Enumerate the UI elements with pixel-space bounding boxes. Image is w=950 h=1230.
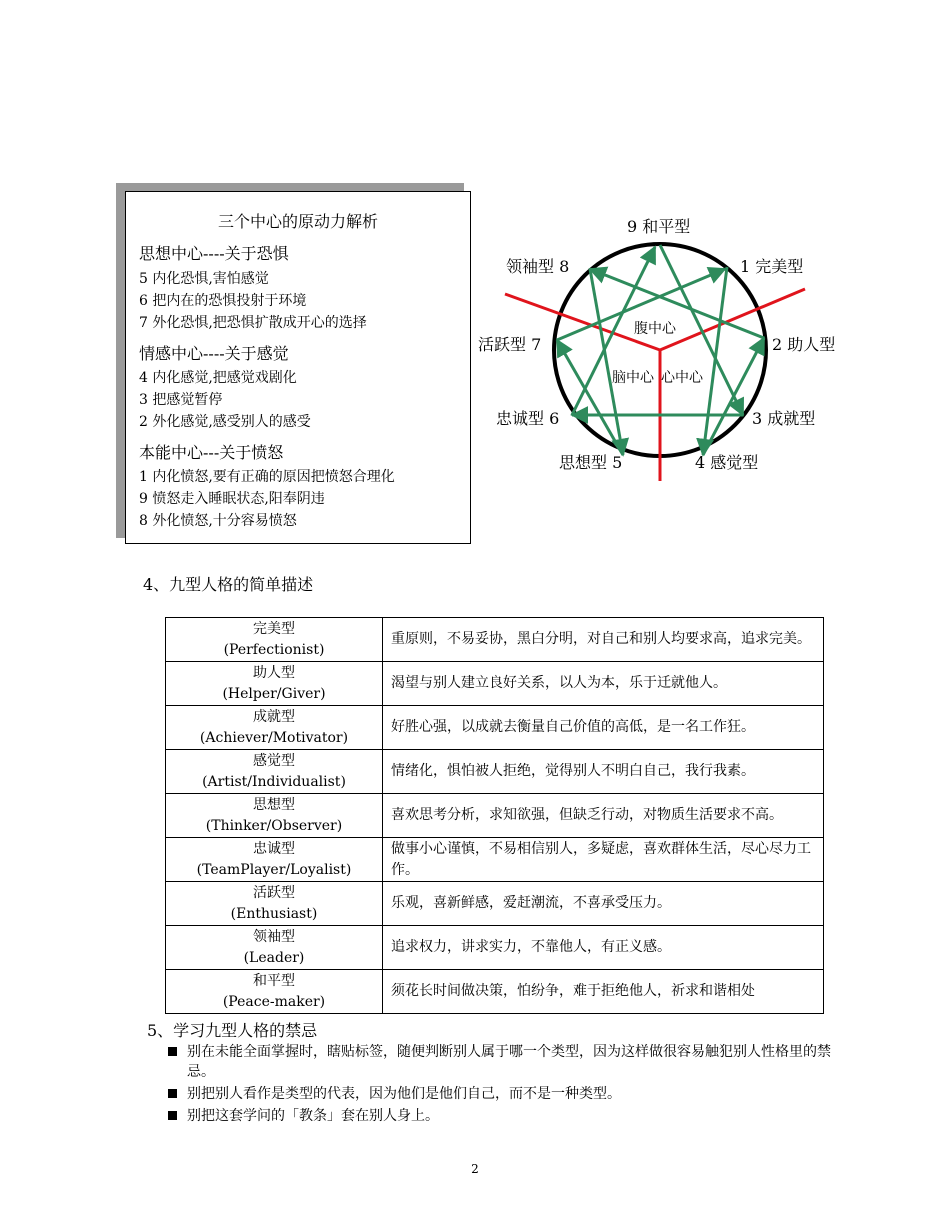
list-item [168, 1106, 858, 1126]
table-row [166, 662, 824, 706]
gut-center-label: 腹中心 [634, 321, 676, 337]
thinking-center-heading: 思想中心----关于恐惧 [139, 244, 289, 263]
page-number: 2 [471, 1162, 479, 1176]
point-label-9: 9 和平型 [627, 217, 691, 236]
point-label-5: 思想型 5 [559, 453, 623, 472]
type-english: (Peace-maker) [222, 993, 326, 1010]
type-description: 情绪化，惧怕被人拒绝，觉得别人不明白自己，我行我素。 [383, 750, 824, 794]
type-name: 思想型 [253, 796, 295, 813]
type-name-cell [166, 706, 383, 750]
type-description: 追求权力，讲求实力，不靠他人，有正义感。 [383, 926, 824, 970]
point-label-6: 忠诚型 6 [496, 409, 560, 428]
table-row [166, 706, 824, 750]
type-description: 须花长时间做决策，怕纷争，难于拒绝他人，祈求和谐相处 [383, 970, 824, 1014]
point-label-1: 1 完美型 [740, 257, 804, 276]
type-english: (Perfectionist) [223, 641, 325, 658]
enneagram-diagram [475, 205, 845, 490]
type-name-cell [166, 662, 383, 706]
bullet-square-icon [168, 1111, 177, 1120]
type-name: 助人型 [253, 664, 295, 681]
box-line: 3 把感觉暂停 [139, 392, 223, 408]
list-item-text: 别把这套学问的「教条」套在别人身上。 [187, 1108, 439, 1124]
type-name-cell [166, 882, 383, 926]
table-row [166, 794, 824, 838]
type-description: 喜欢思考分析，求知欲强，但缺乏行动，对物质生活要求不高。 [383, 794, 824, 838]
table-row [166, 838, 824, 882]
head-center-label: 脑中心 [612, 370, 654, 386]
type-name-cell [166, 970, 383, 1014]
type-english: (TeamPlayer/Loyalist) [196, 861, 352, 878]
section5-heading: 5、学习九型人格的禁忌 [147, 1021, 318, 1040]
type-english: (Leader) [243, 949, 305, 966]
point-label-2: 2 助人型 [772, 335, 836, 354]
list-item-text: 别把别人看作是类型的代表，因为他们是他们自己，而不是一种类型。 [187, 1086, 621, 1102]
box-line: 4 内化感觉,把感觉戏剧化 [139, 370, 297, 386]
type-description: 渴望与别人建立良好关系，以人为本，乐于迁就他人。 [383, 662, 824, 706]
taboo-list [168, 1042, 858, 1128]
heart-center-label: 心中心 [661, 370, 703, 386]
section4-heading: 4、九型人格的简单描述 [143, 575, 314, 594]
types-table [165, 617, 824, 1014]
table-row [166, 750, 824, 794]
point-label-3: 3 成就型 [752, 409, 816, 428]
type-name: 和平型 [253, 972, 295, 989]
point-label-8: 领袖型 8 [506, 257, 570, 276]
list-item [168, 1084, 858, 1104]
bullet-square-icon [168, 1089, 177, 1098]
centers-box [125, 191, 471, 544]
type-description: 乐观，喜新鲜感，爱赶潮流，不喜承受压力。 [383, 882, 824, 926]
box-line: 5 内化恐惧,害怕感觉 [139, 271, 269, 287]
type-name-cell [166, 618, 383, 662]
table-row [166, 926, 824, 970]
type-name: 领袖型 [253, 928, 295, 945]
type-name-cell [166, 926, 383, 970]
box-line: 7 外化恐惧,把恐惧扩散成开心的选择 [139, 315, 367, 331]
instinct-center-heading: 本能中心---关于愤怒 [139, 443, 284, 462]
type-english: (Helper/Giver) [222, 685, 326, 702]
type-name: 完美型 [253, 620, 295, 637]
list-item-text: 别在未能全面掌握时，瞎贴标签，随便判断别人属于哪一个类型，因为这样做很容易触犯别人性格里的禁忌。 [187, 1044, 831, 1080]
box-line: 9 愤怒走入睡眠状态,阳奉阴违 [139, 491, 325, 507]
type-name-cell [166, 750, 383, 794]
type-description: 做事小心谨慎，不易相信别人，多疑虑，喜欢群体生活，尽心尽力工作。 [383, 838, 824, 882]
type-english: (Thinker/Observer) [205, 817, 343, 834]
point-label-7: 活跃型 7 [478, 335, 542, 354]
table-row [166, 618, 824, 662]
type-english: (Achiever/Motivator) [199, 729, 349, 746]
type-english: (Artist/Individualist) [202, 773, 346, 790]
list-item [168, 1042, 858, 1082]
table-row [166, 970, 824, 1014]
bullet-square-icon [168, 1047, 177, 1056]
type-description: 好胜心强，以成就去衡量自己价值的高低，是一名工作狂。 [383, 706, 824, 750]
type-description: 重原则，不易妥协，黑白分明，对自己和别人均要求高，追求完美。 [383, 618, 824, 662]
type-name: 成就型 [253, 708, 295, 725]
box-line: 6 把内在的恐惧投射于环境 [139, 293, 307, 309]
point-label-4: 4 感觉型 [695, 453, 759, 472]
type-name: 忠诚型 [253, 840, 295, 857]
type-name: 活跃型 [253, 884, 295, 901]
box-line: 8 外化愤怒,十分容易愤怒 [139, 513, 297, 529]
type-name: 感觉型 [253, 752, 295, 769]
type-name-cell [166, 838, 383, 882]
type-name-cell [166, 794, 383, 838]
feeling-center-heading: 情感中心----关于感觉 [139, 344, 289, 363]
type-english: (Enthusiast) [230, 905, 318, 922]
box-line: 2 外化感觉,感受别人的感受 [139, 414, 311, 430]
table-row [166, 882, 824, 926]
box-line: 1 内化愤怒,要有正确的原因把愤怒合理化 [139, 469, 395, 485]
centers-box-title: 三个中心的原动力解析 [217, 212, 378, 231]
